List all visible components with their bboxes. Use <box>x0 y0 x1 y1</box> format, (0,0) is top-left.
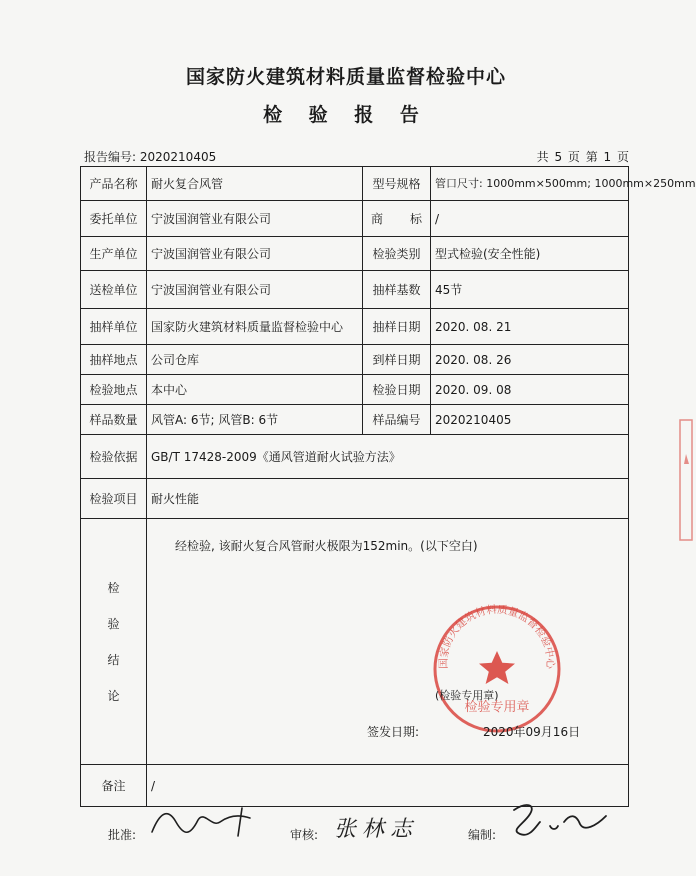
test-place-label: 检验地点 <box>81 375 147 405</box>
review-label: 审核: <box>290 828 319 842</box>
sample-base-label: 抽样基数 <box>363 271 431 309</box>
reviewer-signature: 张林志 <box>334 817 419 842</box>
table-row <box>81 375 629 405</box>
conclusion-text: 经检验, 该耐火复合风管耐火极限为152min。(以下空白) <box>175 539 478 553</box>
brand-label <box>363 201 431 237</box>
doc-title: 检 验 报 告 <box>263 104 429 126</box>
table-row <box>81 435 629 479</box>
arrival-date-label: 到样日期 <box>363 345 431 375</box>
sampling-place-label: 抽样地点 <box>81 345 147 375</box>
approve-label: 批准: <box>108 828 137 842</box>
brand-label-a: 商 <box>371 212 384 226</box>
sign-date: 2020年09月16日 <box>483 725 581 739</box>
report-number <box>84 148 216 165</box>
table-row <box>81 309 629 345</box>
conclusion-body <box>147 519 629 765</box>
client-value: 宁波国润管业有限公司 <box>147 201 363 237</box>
seal-ring-text: 国家防火建筑材料质量监督检验中心 <box>437 603 557 669</box>
test-date-label: 检验日期 <box>363 375 431 405</box>
sign-date-label: 签发日期: <box>367 725 420 739</box>
test-date-value: 2020. 09. 08 <box>431 375 629 405</box>
table-row <box>81 167 629 201</box>
product-name-value: 耐火复合风管 <box>147 167 363 201</box>
compile-label: 编制: <box>468 828 497 842</box>
sampling-date-value: 2020. 08. 21 <box>431 309 629 345</box>
sampling-date-label: 抽样日期 <box>363 309 431 345</box>
model-label: 型号规格 <box>363 167 431 201</box>
table-row <box>81 271 629 309</box>
page-indicator: 共 5 页 第 1 页 <box>536 150 630 164</box>
remarks-label: 备注 <box>81 765 147 807</box>
conclusion-label <box>81 519 147 765</box>
report-table <box>80 166 696 807</box>
sampling-place-value: 公司仓库 <box>147 345 363 375</box>
approver-signature <box>146 802 266 842</box>
conclusion-char: 论 <box>107 688 120 703</box>
table-row <box>81 345 629 375</box>
table-row <box>81 479 629 519</box>
report-number-value: 2020210405 <box>139 150 217 164</box>
table-row <box>81 405 629 435</box>
sampling-unit-label: 抽样单位 <box>81 309 147 345</box>
sample-no-value: 2020210405 <box>431 405 629 435</box>
conclusion-char: 验 <box>107 616 120 631</box>
brand-label-b: 标 <box>409 212 422 226</box>
items-value: 耐火性能 <box>147 479 629 519</box>
table-row <box>81 237 629 271</box>
brand-value: / <box>431 201 629 237</box>
client-label: 委托单位 <box>81 201 147 237</box>
edge-stamp-fragment <box>670 420 692 540</box>
table-row <box>81 201 629 237</box>
report-number-label: 报告编号: <box>84 150 137 164</box>
basis-value: GB/T 17428-2009《通风管道耐火试验方法》 <box>147 435 629 479</box>
table-row <box>81 519 629 765</box>
org-title: 国家防火建筑材料质量监督检验中心 <box>185 66 506 88</box>
manufacturer-label: 生产单位 <box>81 237 147 271</box>
product-name-label: 产品名称 <box>81 167 147 201</box>
conclusion-char: 检 <box>107 580 120 595</box>
seal-label: (检验专用章) <box>435 689 499 702</box>
sample-base-value: 45节 <box>431 271 629 309</box>
sample-qty-value: 风管A: 6节; 风管B: 6节 <box>147 405 363 435</box>
model-value: 管口尺寸: 1000mm×500mm; 1000mm×250mm <box>431 167 629 201</box>
items-label: 检验项目 <box>81 479 147 519</box>
test-place-value: 本中心 <box>147 375 363 405</box>
seal-star-icon <box>479 651 515 684</box>
arrival-date-value: 2020. 08. 26 <box>431 345 629 375</box>
sample-no-label: 样品编号 <box>363 405 431 435</box>
sample-qty-label: 样品数量 <box>81 405 147 435</box>
sender-value: 宁波国润管业有限公司 <box>147 271 363 309</box>
remarks-value: / <box>147 765 629 807</box>
compiler-signature <box>506 796 616 842</box>
conclusion-char: 结 <box>107 652 120 667</box>
sender-label: 送检单位 <box>81 271 147 309</box>
test-type-label: 检验类别 <box>363 237 431 271</box>
inspection-seal <box>427 599 567 739</box>
seal-inner-text: 检验专用章 <box>464 700 530 715</box>
sampling-unit-value: 国家防火建筑材料质量监督检验中心 <box>147 309 363 345</box>
basis-label: 检验依据 <box>81 435 147 479</box>
manufacturer-value: 宁波国润管业有限公司 <box>147 237 363 271</box>
test-type-value: 型式检验(安全性能) <box>431 237 629 271</box>
